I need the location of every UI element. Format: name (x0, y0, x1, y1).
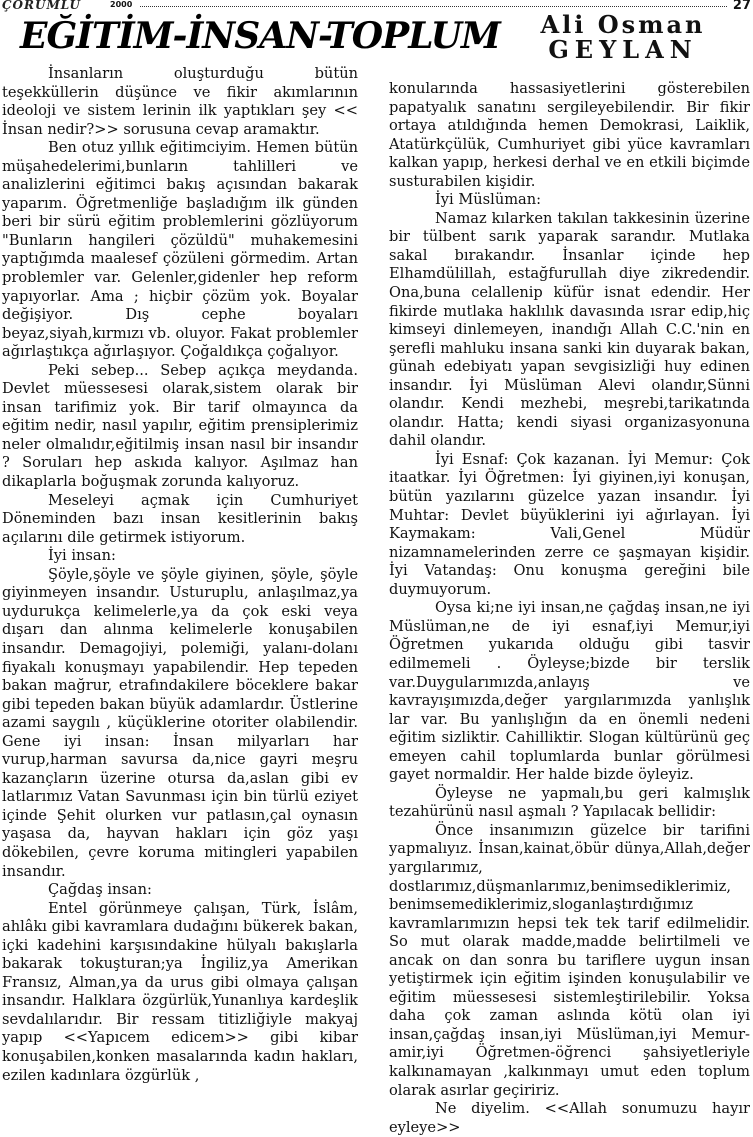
paragraph: Şöyle,şöyle ve şöyle giyinen, şöyle, şöyle giyinmeyen insandır. Usturuplu, anlaşılmaz,ya uydurukça kelimelerle,ya da çok eski veya dışarı dan alınma kelimelerle konuşabilen insandır. Demagojiyi, polemiği, yalanı-dolanı fiyakalı konuşmayı yapabilendir. Hep tepeden bakan mağrur, etrafındakilere böceklere bakar gibi tepeden bakan büyük adamlardır. Üstlerine azami saygılı , küçüklerine otoriter olabilendir. Gene iyi insan: İnsan milyarları har vurup,harman savursa da,nice gayri meşru kazançların üzerine otursa da,aslan gibi ev latlarımız Vatan Savunması için bin türlü eziyet içinde Şehit olurken vur patlasın,çal oynasın yaşasa da, hayvan hakları için göz yaşı dökebilen, çevre koruma mitingleri yapabilen insandır. (2, 565, 358, 880)
paragraph: Ben otuz yıllık eğitimciyim. Hemen bütün müşahedelerimi,bunların tahlilleri ve analizlerini eğitimci bakış açısından bakarak yaparım. Öğretmenliğe başladığım ilk günden beri bir sürü eğitim problemlerini gözlüyorum "Bunların hangileri çözüldü" muhakemesini yaptığımda maalesef çözüleni görmedim. Artan problemler var. Gelenler,gidenler hep reform yapıyorlar. Ama ; hiçbir çözüm yok. Boyalar değişiyor. Dış cephe boyaları beyaz,siyah,kırmızı vb. oluyor. Fakat problemler ağırlaştıkça ağırlaşıyor. Çoğaldıkça çoğalıyor. (2, 139, 358, 361)
masthead: ÇORUMLU (2, 0, 81, 12)
paragraph: Meseleyi açmak için Cumhuriyet Döneminden bazı insan kesitlerinin bakış açılarını dile getirmek istiyorum. (2, 491, 358, 546)
section-heading: İyi Müslüman: (435, 191, 542, 209)
paragraph: Oysa ki;ne iyi insan,ne çağdaş insan,ne iyi Müslüman,ne de iyi esnaf,iyi Memur,iyi Öğretmen yukarıda olduğu gibi tasvir edilmemeli . Öyleyse;bizde bir terslik var.Duygularımızda,anlayış ve kavrayışımızda,değer yargılarımızda yanlışlık lar var. Bu yanlışlığın da en önemli nedeni eğitim sizliktir. Cahilliktir. Slogan kültürünü geç emeyen cahil toplumlarda bunlar görülmesi gayet normaldir. Her halde bizde öyleyiz. (389, 599, 750, 784)
left-column (2, 65, 358, 1085)
paragraph: Peki sebep... Sebep açıkça meydanda. Devlet müessesesi olarak,sistem olarak bir insan tarifimiz yok. Bir tarif olmayınca da eğitim nedir, nasıl yapılır, eğitim prensiplerimiz neler olmalıdır,eğitilmiş insan nasıl bir insandır ? Soruları hep askıda kalıyor. Aşılmaz han dikaplarla boğuşmak zorunda kalıyoruz. (2, 361, 358, 491)
page-number: 27 (732, 0, 751, 13)
paragraph: Namaz kılarken takılan takkesinin üzerine bir tülbent sarık yaparak sarandır. Mutlaka sakal bırakandır. İnsanlar içinde hep Elhamdülillah, estağfurullah diye zikredendir. Ona,buna celallenip küfür isnat edendir. Her fikirde mutlaka haklılık davasında ısrar edip,hiç kimseyi dinlemeyen, inandığı Allah C.C.'nin en şerefli mahluku insana sanki kin duyarak bakan, günah edebiyatı yapan sevgisizliği huy edinen insandır. İyi Müslüman Alevi olandır,Sünni olandır. Kendi mezhebi, meşrebi,tarikatında olandır. Hatta; kendi siyasi organizasyonuna dahil olandır. (389, 209, 750, 450)
issue-year: 2000 (110, 0, 133, 9)
paragraph: İyi Esnaf: Çok kazanan. İyi Memur: Çok itaatkar. İyi Öğretmen: İyi giyinen,iyi konuşan, bütün yazılarını güzelce yazan insandır. İyi Muhtar: Devlet büyüklerini iyi ağırlayan. İyi Kaymakam: Vali,Genel Müdür nizamnamelerinden zerre ce şaşmayan kişidir. İyi Vatandaş: Onu konuşma gereğini bile duymuyorum. (389, 450, 750, 598)
header-dotted-rule (140, 6, 727, 7)
paragraph: İnsanların oluşturduğu bütün teşekküllerin düşünce ve fikir akımlarının ideoloji ve sistem lerinin ilk yaptıkları şey << İnsan nedir?>> sorusuna cevap aramaktır. (2, 65, 358, 138)
paragraph: konularında hassasiyetlerini gösterebilen papatyalık sanatını sergileyebilendir. Bir fikir ortaya atıldığında hemen Demokrasi, Laiklik, Atatürkçülük, Cumhuriyet gibi yüce kavramları kalkan yapıp, herkesi derhal ve en etkili biçimde susturabilen kişidir. (389, 80, 750, 190)
section-heading: Çağdaş insan: (48, 881, 152, 899)
paragraph: Ne diyelim. <<Allah sonumuzu hayır eyleye>> (389, 1100, 750, 1136)
right-column (389, 80, 750, 1137)
paragraph: Öyleyse ne yapmalı,bu geri kalmışlık tezahürünü nasıl aşmalı ? Yapılacak bellidir: (389, 784, 750, 821)
section-heading: İyi insan: (48, 547, 116, 565)
author-last-name: GEYLAN (548, 35, 698, 64)
article-title: EĞİTİM-İNSAN-TOPLUM (20, 15, 500, 57)
author-first-name: Ali Osman (540, 10, 706, 39)
paragraph: Önce insanımızın güzelce bir tarifini yapmalıyız. İnsan,kainat,öbür dünya,Allah,değer yargılarımız, dostlarımız,düşmanlarımız,benimsediklerimiz, benimsemediklerimiz,sloganlaştırdığımız kavramlarımızın hepsi tek tek tarif edilmelidir. So mut olarak madde,madde belirtilmeli ve ancak on dan sonra bu tariflere uygun insan yetiştirmek için eğitim işinden konuşulabilir ve eğitim müessesesi sistemleştirilebilir. Yoksa daha çok zaman aslında kötü olan iyi insan,çağdaş insan,iyi Müslüman,iyi Memur-amir,iyi Öğretmen-öğrenci şahsiyetleriyle kalkınamayan ,kalkınmayı umut eden toplum olarak asırlar geçiririz. (389, 821, 750, 1099)
paragraph: Entel görünmeye çalışan, Türk, İslâm, ahlâkı gibi kavramlara dudağını bükerek bakan, içki kadehini karşısındakine hülyalı bakışlarla bakarak tokuşturan;ya İngiliz,ya Amerikan Fransız, Alman,ya da urus gibi olmaya çalışan insandır. Halklara özgürlük,Yunanlıya kardeşlik sevdalılarıdır. Bir ressam titizliğiyle makyaj yapıp <<Yapıcem edicem>> gibi kibar konuşabilen,konken masalarında kadın hakları, ezilen kadınlara özgürlük , (2, 899, 358, 1084)
